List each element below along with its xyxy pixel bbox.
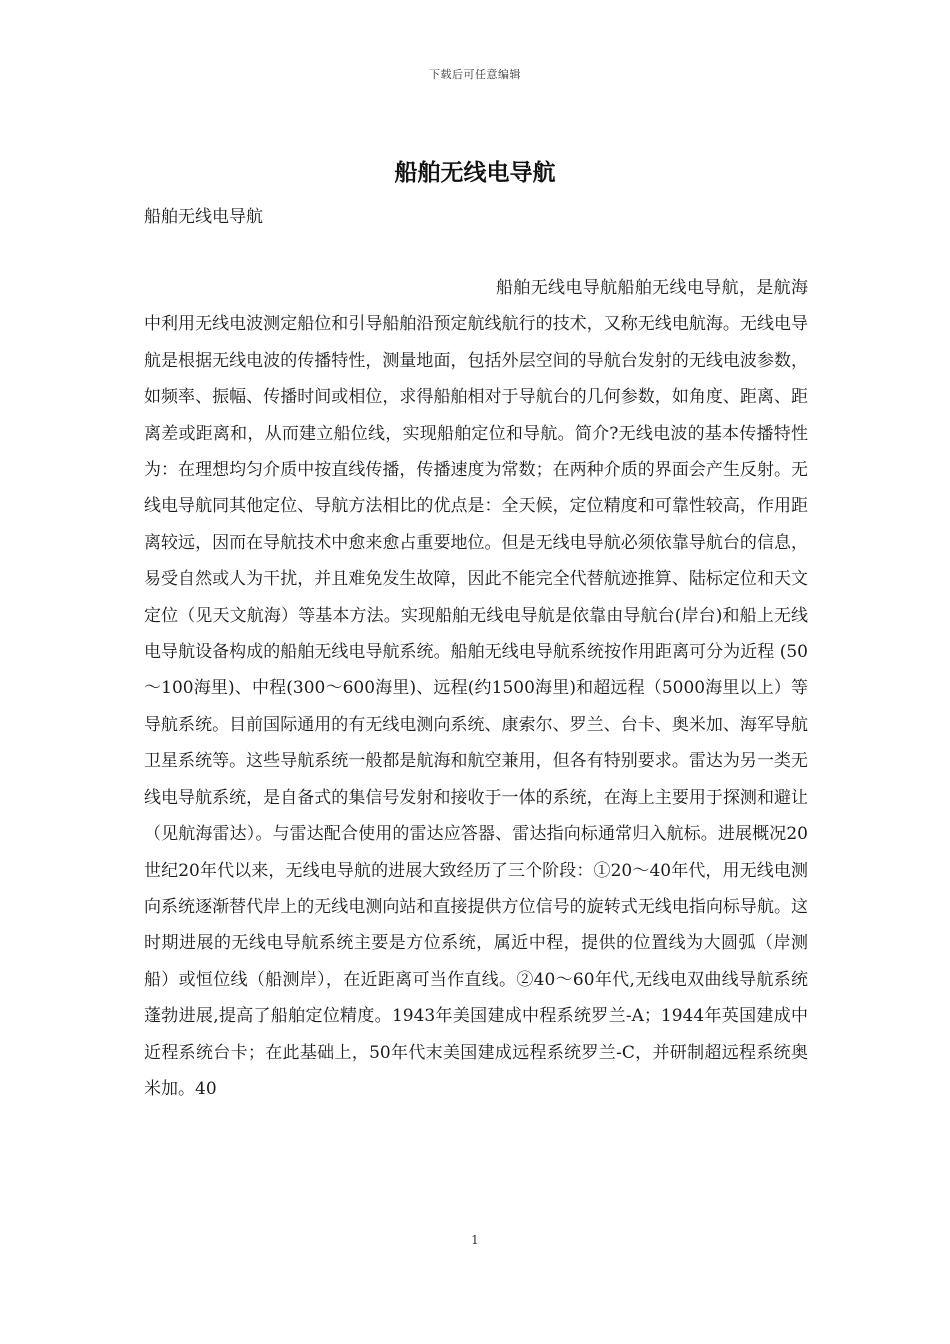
- document-subtitle: 船舶无线电导航: [144, 207, 263, 227]
- page-number: 1: [471, 1233, 479, 1247]
- header-note: 下载后可任意编辑: [429, 68, 521, 81]
- document-title: 船舶无线电导航: [394, 160, 556, 186]
- body-paragraph: 船舶无线电导航船舶无线电导航，是航海中利用无线电波测定船位和引导船舶沿预定航线航行的技术，又称无线电航海。无线电导航是根据无线电波的传播特性，测量地面，包括外层空间的导航台发射的无线电波参数，如频率、振幅、传播时间或相位，求得船舶相对于导航台的几何参数，如角度、距离、距离差或距离和，从而建立船位线，实现船舶定位和导航。简介?无线电波的基本传播特性为：在理想均匀介质中按直线传播，传播速度为常数；在两种介质的界面会产生反射。无线电导航同其他定位、导航方法相比的优点是：全天候，定位精度和可靠性较高，作用距离较远，因而在导航技术中愈来愈占重要地位。但是无线电导航必须依靠导航台的信息，易受自然或人为干扰，并且难免发生故障，因此不能完全代替航迹推算、陆标定位和天文定位（见天文航海）等基本方法。实现船舶无线电导航是依靠由导航台(岸台)和船上无线电导航设备构成的船舶无线电导航系统。船舶无线电导航系统按作用距离可分为近程 (50～100海里)、中程(300～600海里)、远程(约1500海里)和超远程（5000海里以上）等导航系统。目前国际通用的有无线电测向系统、康索尔、罗兰、台卡、奥米加、海军导航卫星系统等。这些导航系统一般都是航海和航空兼用，但各有特别要求。雷达为另一类无线电导航系统，是自备式的集信号发射和接收于一体的系统，在海上主要用于探测和避让（见航海雷达）。与雷达配合使用的雷达应答器、雷达指向标通常归入航标。进展概况20世纪20年代以来，无线电导航的进展大致经历了三个阶段：①20～40年代，用无线电测向系统逐渐替代岸上的无线电测向站和直接提供方位信号的旋转式无线电指向标导航。这时期进展的无线电导航系统主要是方位系统，属近中程，提供的位置线为大圆弧（岸测船）或恒位线（船测岸），在近距离可当作直线。②40～60年代,无线电双曲线导航系统蓬勃进展,提高了船舶定位精度。1943年美国建成中程系统罗兰-A；1944年英国建成中近程系统台卡；在此基础上，50年代末美国建成远程系统罗兰-C，并研制超远程系统奥米加。40: [144, 278, 808, 1099]
